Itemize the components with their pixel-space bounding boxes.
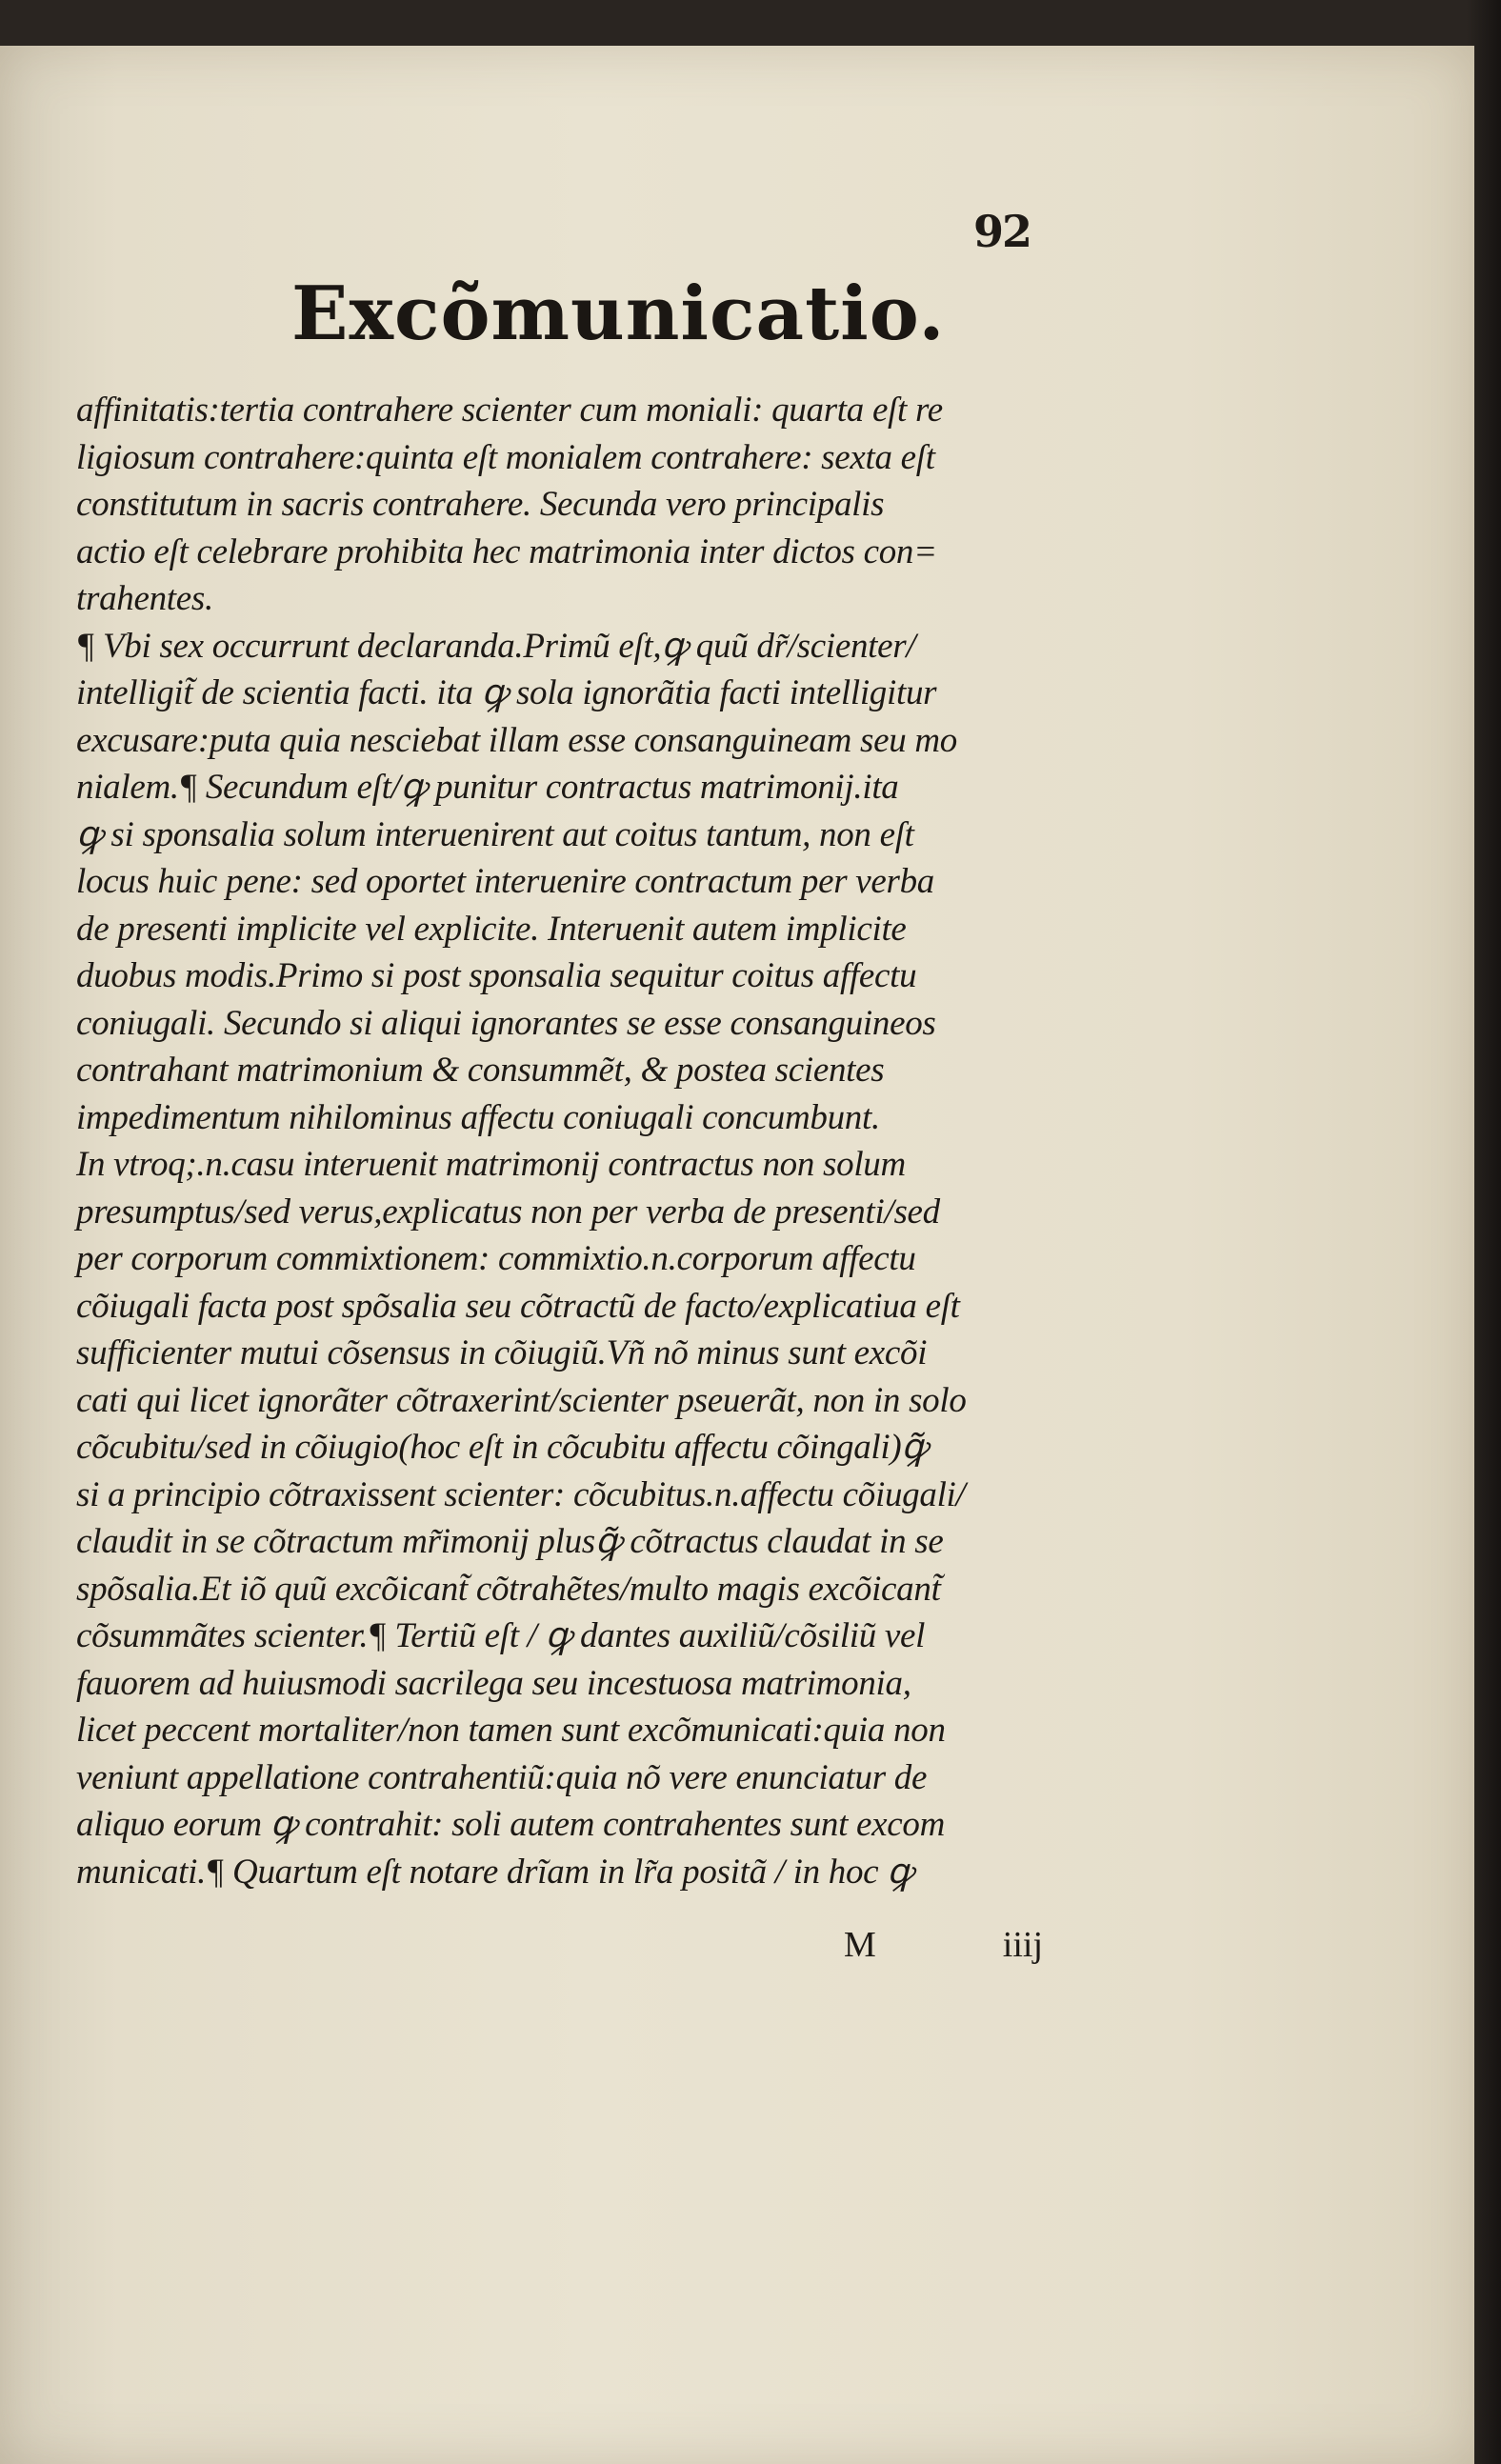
text-line: excusare:puta quia nesciebat illam esse consanguineam seu mo: [76, 720, 957, 760]
text-line: municati.¶ Quartum eſt notare drĩam in lr̃a positã / in hoc ꝙ: [76, 1852, 913, 1892]
text-line: si a principio cõtraxissent scienter: cõcubitus.n.affectu cõiugali/: [76, 1474, 966, 1514]
text-line: aliquo eorum ꝙ contrahit: soli autem contrahentes sunt excom: [76, 1805, 946, 1844]
text-line: presumptus/sed verus,explicatus non per verba de presenti/sed: [76, 1192, 940, 1232]
text-block: [76, 387, 1067, 1895]
text-line: cati qui licet ignorãter cõtraxerint/scienter pseuerãt, non in solo: [76, 1380, 967, 1420]
text-line: per corporum commixtionem: commixtio.n.corporum affectu: [76, 1239, 916, 1278]
text-line: veniunt appellatione contrahentiũ:quia nõ vere enunciatur de: [76, 1757, 928, 1797]
text-line: coniugali. Secundo si aliqui ignorantes se esse consanguineos: [76, 1003, 936, 1043]
signature-mark: [844, 1924, 1043, 1966]
text-line: In vtroq;.n.casu interuenit matrimonij contractus non solum: [76, 1145, 906, 1184]
text-line: affinitatis:tertia contrahere scienter cum moniali: quarta eſt re: [76, 391, 943, 430]
text-line: impedimentum nihilominus affectu coniugali concumbunt.: [76, 1097, 880, 1137]
text-line: spõsalia.Et iõ quũ excõicant̃ cõtrahẽtes/multo magis excõicant̃: [76, 1569, 941, 1609]
text-line: fauorem ad huiusmodi sacrilega seu incestuosa matrimonia,: [76, 1663, 911, 1703]
text-line: cõiugali facta post spõsalia seu cõtractũ de facto/explicatiua eſt: [76, 1286, 960, 1326]
text-line: constitutum in sacris contrahere. Secunda vero principalis: [76, 485, 885, 524]
text-line: de presenti implicite vel explicite. Interuenit autem implicite: [76, 909, 907, 949]
text-line: nialem.¶ Secundum eſt/ꝙ punitur contractus matrimonij.ita: [76, 768, 899, 807]
text-line: locus huic pene: sed oportet interuenire contractum per verba: [76, 862, 934, 901]
text-line: actio eſt celebrare prohibita hec matrimonia inter dictos con=: [76, 531, 937, 571]
text-line: ꝙ si sponsalia solum interuenirent aut coitus tantum, non eſt: [76, 814, 914, 854]
text-line: sufficienter mutui cõsensus in cõiugiũ.Vñ nõ minus sunt excõi: [76, 1333, 928, 1372]
text-line: licet peccent mortaliter/non tamen sunt excõmunicati:quia non: [76, 1711, 946, 1750]
signature-letter: M: [844, 1925, 876, 1965]
text-line: claudit in se cõtractum mr̃imonij plusꝙ̃ cõtractus claudat in se: [76, 1522, 944, 1561]
text-line: duobus modis.Primo si post sponsalia sequitur coitus affectu: [76, 956, 917, 995]
text-line: cõsummãtes scienter.¶ Tertiũ eſt / ꝙ dantes auxiliũ/cõsiliũ vel: [76, 1616, 926, 1655]
text-line: ¶ Vbi sex occurrunt declaranda.Primũ eſt,ꝙ quũ dr̃/scienter/: [76, 626, 916, 666]
text-line: ligiosum contrahere:quinta eſt monialem contrahere: sexta eſt: [76, 437, 935, 477]
running-head: Excõmunicatio.: [291, 270, 946, 357]
text-line: intelligit̃ de scientia facti. ita ꝙ sola ignorãtia facti intelligitur: [76, 673, 937, 712]
text-line: contrahant matrimonium & consummẽt, & postea scientes: [76, 1051, 885, 1090]
signature-number: iiij: [1002, 1925, 1044, 1965]
folio-number: 92: [973, 206, 1031, 257]
book-page: [0, 46, 1474, 2464]
text-line: cõcubitu/sed in cõiugio(hoc eſt in cõcubitu affectu cõingali)ꝙ̃: [76, 1428, 928, 1467]
text-line: trahentes.: [76, 579, 213, 618]
